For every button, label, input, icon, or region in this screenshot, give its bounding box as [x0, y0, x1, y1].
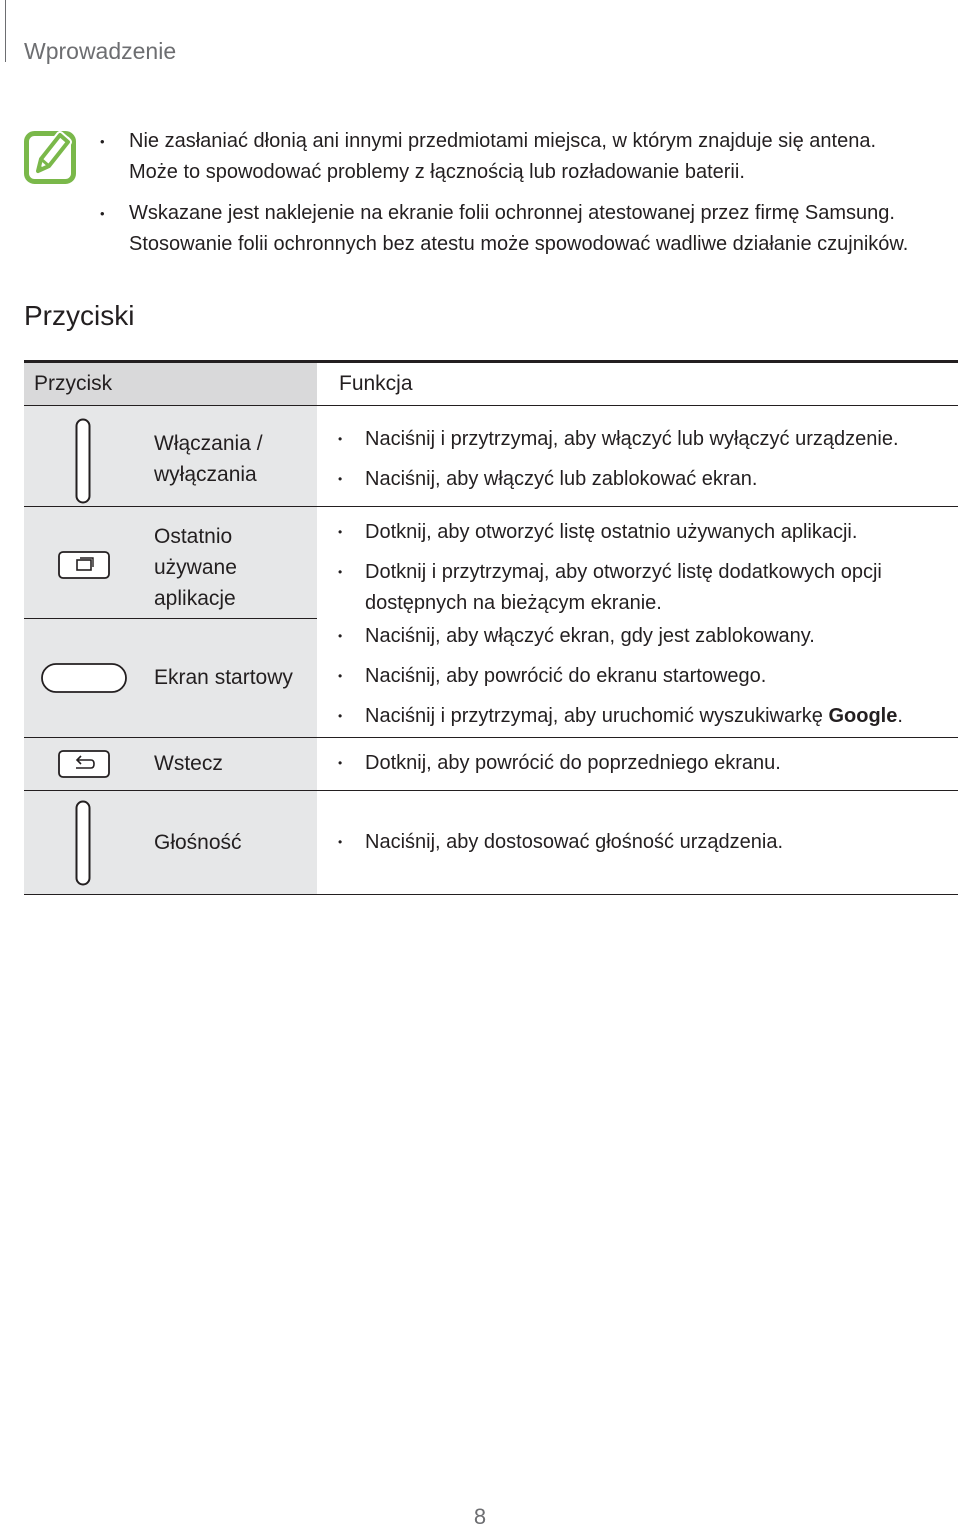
button-name: Głośność — [154, 831, 242, 854]
note-text: Stosowanie folii ochronnych bez atestu może spowodować wadliwe działanie czujników. — [129, 233, 909, 255]
volume-key-icon — [75, 800, 91, 886]
page-number: 8 — [473, 1504, 487, 1529]
button-name: Ekran startowy — [154, 666, 293, 689]
function-list — [336, 827, 956, 867]
buttons-table — [24, 360, 958, 895]
button-name: Ostatnio używane aplikacje — [154, 525, 237, 610]
section-title: Przyciski — [24, 300, 135, 331]
function-item: • Naciśnij, aby włączyć ekran, gdy jest zablokowany. — [336, 621, 956, 652]
chapter-title: Wprowadzenie — [24, 38, 177, 64]
function-list — [336, 621, 956, 741]
recent-apps-icon — [58, 551, 110, 579]
header-rule — [5, 0, 6, 62]
table-row — [24, 738, 958, 791]
google-term: Google — [828, 705, 898, 727]
table-row — [24, 406, 958, 507]
note-item — [98, 198, 948, 260]
column-header-function: Funkcja — [339, 372, 413, 395]
function-item: • Naciśnij, aby włączyć lub zablokować ekran. — [336, 464, 956, 495]
note-pencil-icon — [24, 129, 76, 185]
power-key-icon — [75, 418, 91, 504]
function-item: • Dotknij, aby powrócić do poprzedniego ekranu. — [336, 748, 956, 779]
note-item — [98, 126, 948, 188]
table-row — [24, 507, 958, 619]
back-key-icon — [58, 750, 110, 778]
function-list — [336, 748, 956, 788]
note-text: Nie zasłaniać dłonią ani innymi przedmiotami miejsca, w którym znajduje się antena. — [129, 130, 877, 152]
home-key-icon — [41, 663, 127, 693]
column-header-button: Przycisk — [34, 372, 113, 395]
function-item: • Naciśnij, aby powrócić do ekranu startowego. — [336, 661, 956, 692]
button-name: Wstecz — [154, 752, 223, 775]
table-header — [24, 360, 958, 406]
table-row — [24, 619, 958, 738]
button-name: Włączania / wyłączania — [154, 432, 263, 486]
function-item: • Naciśnij i przytrzymaj, aby włączyć lub wyłączyć urządzenie. — [336, 424, 956, 455]
function-list — [336, 424, 956, 504]
function-item: • Naciśnij i przytrzymaj, aby uruchomić wyszukiwarkę Google. — [336, 701, 956, 732]
function-item: • Naciśnij, aby dostosować głośność urządzenia. — [336, 827, 956, 858]
note-list — [98, 126, 948, 270]
note-text: Może to spowodować problemy z łącznością lub rozładowanie baterii. — [129, 161, 745, 183]
note-text: Wskazane jest naklejenie na ekranie folii ochronnej atestowanej przez firmę Samsung. — [129, 202, 895, 224]
function-list — [336, 517, 956, 619]
function-item: • Dotknij i przytrzymaj, aby otworzyć listę dodatkowych opcji dostępnych na bieżącym ekranie. — [336, 557, 956, 619]
table-row — [24, 791, 958, 895]
function-item: • Dotknij, aby otworzyć listę ostatnio używanych aplikacji. — [336, 517, 956, 548]
